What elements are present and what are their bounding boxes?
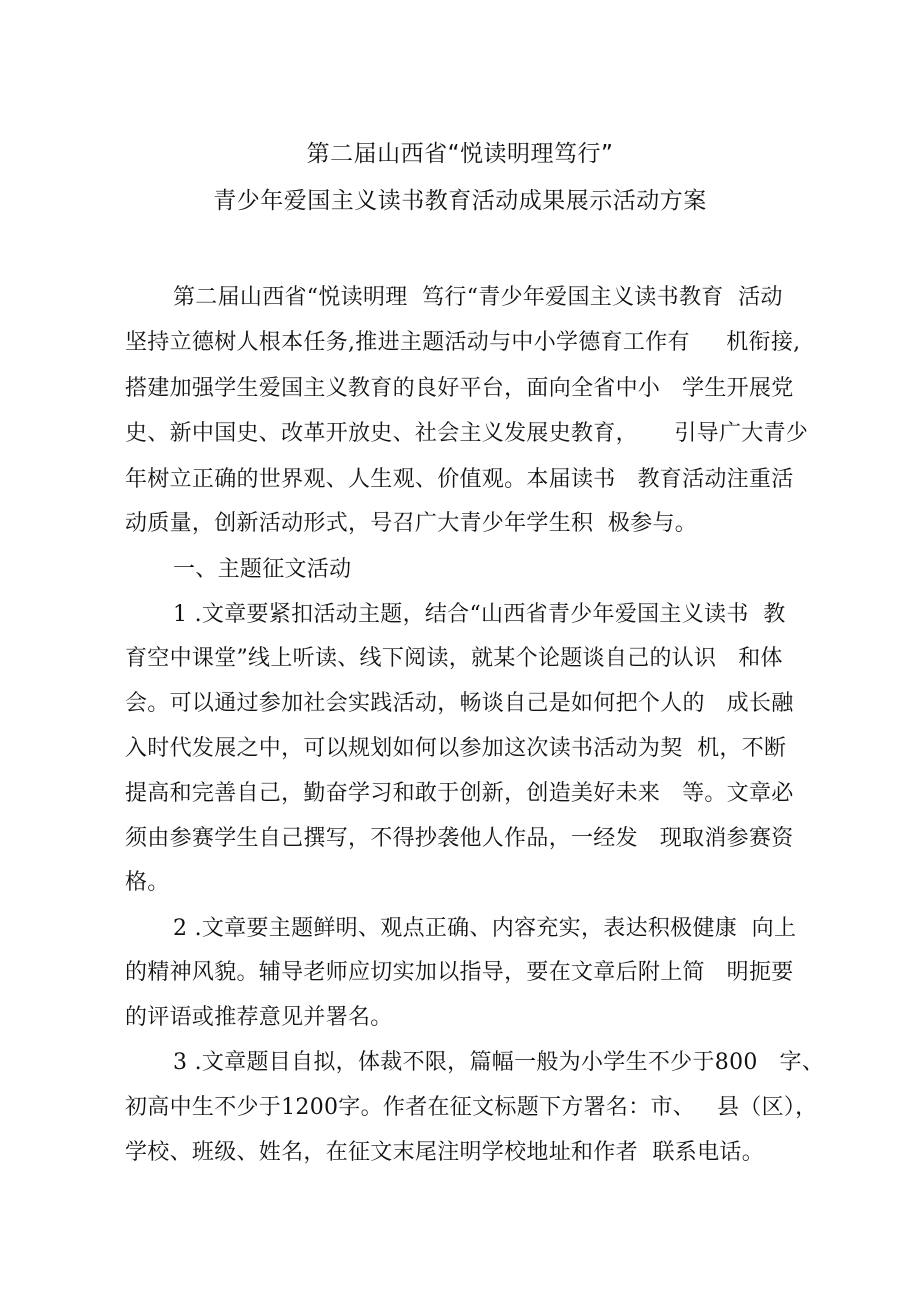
document-title-line-1: 第二届山西省“悦读明理笃行”: [306, 141, 614, 167]
paragraph-line: 1 .文章要紧扣活动主题，结合“山西省青少年爱国主义读书 教: [173, 602, 786, 627]
paragraph-line: 入时代发展之中，可以规划如何以参加这次读书活动为契 机，不断: [125, 736, 787, 761]
paragraph-line: 会。可以通过参加社会实践活动，畅谈自己是如何把个人的 成长融: [125, 691, 794, 716]
paragraph-line: 格。: [125, 870, 170, 895]
paragraph-line: 年树立正确的世界观、人生观、价值观。本届读书 教育活动注重活: [125, 467, 794, 492]
paragraph-line: 坚持立德树人根本任务,推进主题活动与中小学德育工作有 机衔接,: [125, 330, 801, 355]
paragraph-line: 学校、班级、姓名，在征文末尾注明学校地址和作者 联系电话。: [125, 1140, 764, 1165]
paragraph-line: 搭建加强学生爱国主义教育的良好平台，面向全省中小 学生开展党: [125, 376, 794, 401]
paragraph-line: 初高中生不少于1200字。作者在征文标题下方署名：市、 县（区），: [125, 1095, 818, 1120]
paragraph-line: 第二届山西省“悦读明理 笃行“青少年爱国主义读书教育 活动: [173, 285, 783, 310]
paragraph-line: 的评语或推荐意见并署名。: [125, 1005, 393, 1030]
document-title-line-2: 青少年爱国主义读书教育活动成果展示活动方案: [213, 188, 707, 214]
paragraph-line: 须由参赛学生自己撰写，不得抄袭他人作品，一经发 现取消参赛资: [125, 826, 794, 851]
paragraph-line: 史、新中国史、改革开放史、社会主义发展史教育， 引导广大青少: [125, 421, 809, 446]
paragraph-line: 的精神风貌。辅导老师应切实加以指导，要在文章后附上简 明扼要: [125, 960, 794, 985]
paragraph-line: 3 .文章题目自拟，体裁不限，篇幅一般为小学生不少于800 字、: [173, 1050, 825, 1075]
paragraph-line: 育空中课堂”线上听读、线下阅读，就某个论题谈自己的认识 和体: [125, 646, 783, 671]
section-heading: 一、主题征文活动: [173, 557, 352, 582]
paragraph-line: 2 .文章要主题鲜明、观点正确、内容充实，表达积极健康 向上: [173, 916, 797, 941]
paragraph-line: 动质量，创新活动形式，号召广大青少年学生积 极参与。: [125, 511, 698, 536]
paragraph-line: 提高和完善自己，勤奋学习和敢于创新，创造美好未来 等。文章必: [125, 781, 794, 806]
